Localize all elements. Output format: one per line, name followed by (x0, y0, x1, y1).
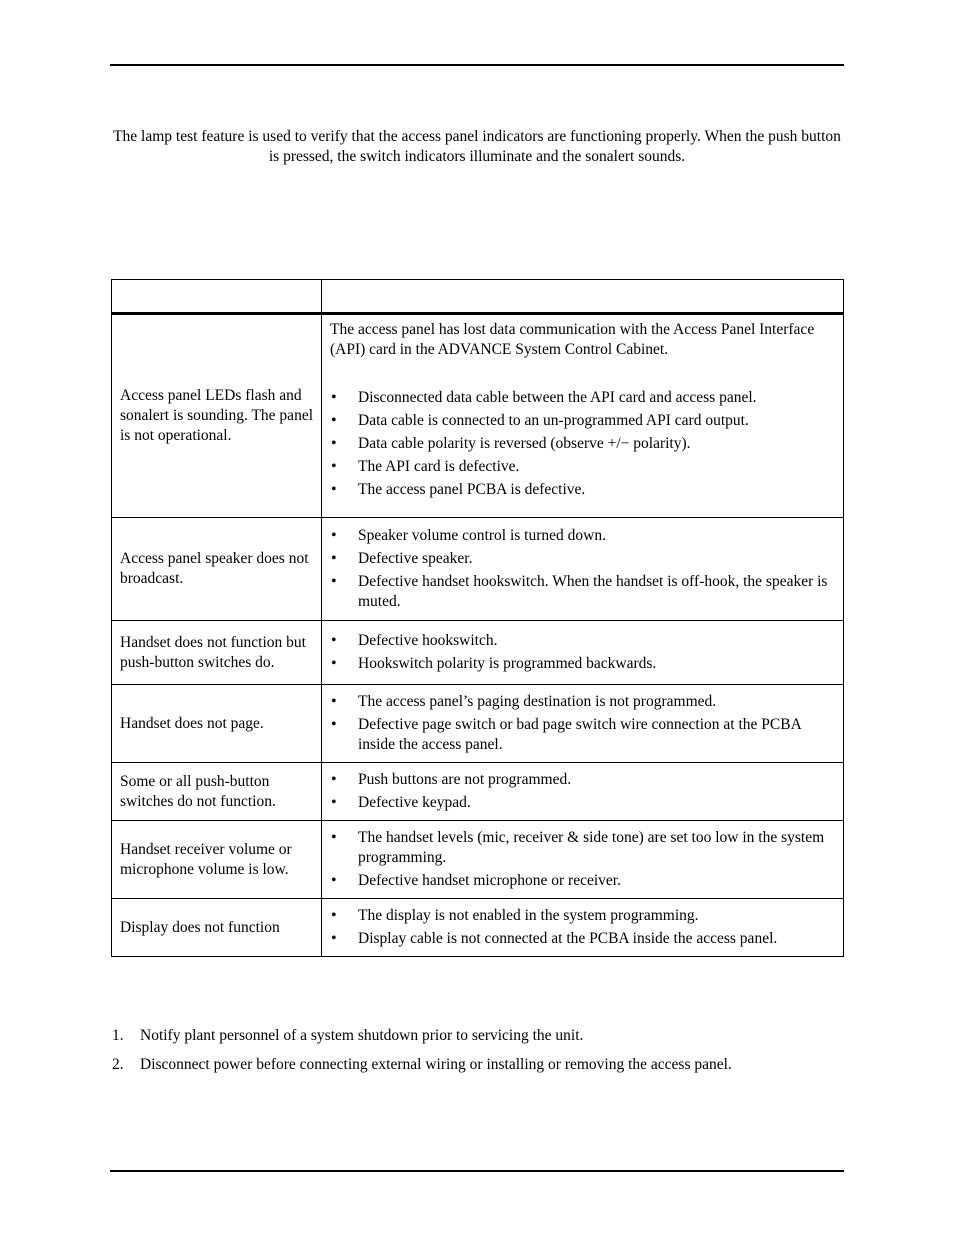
lamp-test-description: The lamp test feature is used to verify that the access panel indicators are functioning properly. When the push button is pressed, the switch indicators illuminate and the sonalert sounds. (113, 128, 841, 165)
symptom-cell: Handset does not page. (112, 685, 322, 763)
table-row (112, 314, 844, 518)
list-item: • Data cable is connected to an un-programmed API card output. (330, 411, 833, 431)
footer-rule (110, 1170, 844, 1172)
cause-cell (322, 763, 844, 821)
table-header-row (112, 280, 844, 314)
list-item: • Display cable is not connected at the PCBA inside the access panel. (330, 929, 833, 949)
list-item: • Defective keypad. (330, 793, 833, 813)
header-rule (110, 64, 844, 66)
symptom-cell: Access panel LEDs flash and sonalert is sounding. The panel is not operational. (112, 314, 322, 518)
table-row (112, 621, 844, 685)
troubleshooting-table (111, 279, 844, 957)
table-row (112, 763, 844, 821)
list-item (110, 1055, 844, 1075)
list-item: • The display is not enabled in the system programming. (330, 906, 833, 926)
caution-text: Disconnect power before connecting external wiring or installing or removing the access panel. (140, 1056, 732, 1073)
list-item: • The API card is defective. (330, 457, 833, 477)
list-item: • The access panel PCBA is defective. (330, 480, 833, 500)
cause-cell (322, 899, 844, 957)
table-row (112, 899, 844, 957)
list-item: • Disconnected data cable between the API card and access panel. (330, 388, 833, 408)
service-cautions-list (110, 1026, 844, 1084)
list-item: • The access panel’s paging destination is not programmed. (330, 692, 833, 712)
table-row (112, 518, 844, 621)
header-symptom (112, 280, 322, 314)
cause-list (330, 770, 833, 813)
table-row (112, 685, 844, 763)
list-item: • Data cable polarity is reversed (observe +/− polarity). (330, 434, 833, 454)
cause-list (330, 526, 833, 612)
list-item: • Speaker volume control is turned down. (330, 526, 833, 546)
list-item (110, 1026, 844, 1046)
cause-cell (322, 821, 844, 899)
symptom-cell: Some or all push-button switches do not function. (112, 763, 322, 821)
header-cause (322, 280, 844, 314)
symptom-cell: Display does not function (112, 899, 322, 957)
list-item: • Defective speaker. (330, 549, 833, 569)
cause-list (330, 906, 833, 949)
cause-cell (322, 685, 844, 763)
list-item: • Hookswitch polarity is programmed backwards. (330, 654, 833, 674)
list-item: • Defective handset hookswitch. When the handset is off-hook, the speaker is muted. (330, 572, 833, 612)
cause-list (330, 388, 833, 500)
caution-text: Notify plant personnel of a system shutdown prior to servicing the unit. (140, 1027, 584, 1044)
list-item: • Defective handset microphone or receiver. (330, 871, 833, 891)
cause-list (330, 828, 833, 891)
list-number: 1. (112, 1027, 124, 1044)
table-row (112, 821, 844, 899)
symptom-cell: Handset does not function but push-button switches do. (112, 621, 322, 685)
list-item: • The handset levels (mic, receiver & side tone) are set too low in the system programming. (330, 828, 833, 868)
cause-lead-text: The access panel has lost data communication with the Access Panel Interface (API) card in the ADVANCE System Control Cabinet. (330, 321, 815, 358)
symptom-cell: Handset receiver volume or microphone volume is low. (112, 821, 322, 899)
list-item: • Push buttons are not programmed. (330, 770, 833, 790)
cause-cell (322, 518, 844, 621)
cause-list (330, 631, 833, 674)
symptom-cell: Access panel speaker does not broadcast. (112, 518, 322, 621)
list-number: 2. (112, 1056, 124, 1073)
cause-list (330, 692, 833, 755)
list-item: • Defective page switch or bad page switch wire connection at the PCBA inside the access panel. (330, 715, 833, 755)
cause-cell (322, 621, 844, 685)
list-item: • Defective hookswitch. (330, 631, 833, 651)
cause-cell (322, 314, 844, 518)
